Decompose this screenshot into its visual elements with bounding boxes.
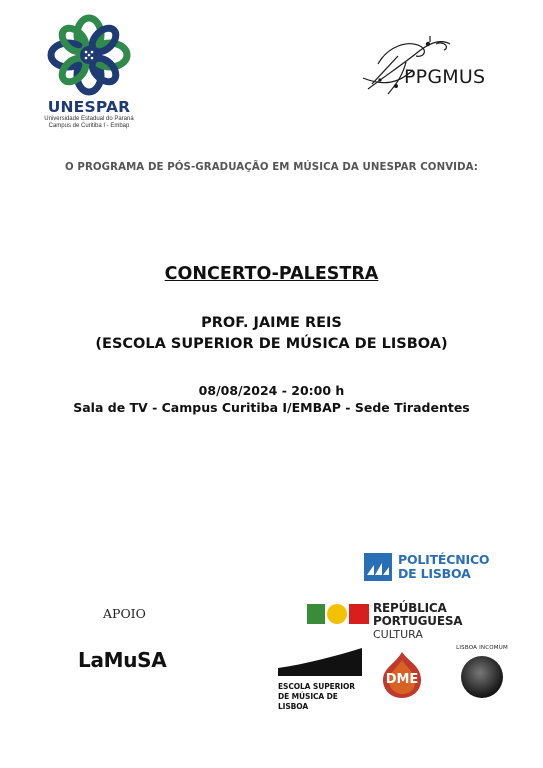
- dme-flame-icon: [377, 650, 427, 700]
- unespar-name: UNESPAR: [47, 98, 131, 116]
- event-title: CONCERTO-PALESTRA: [164, 264, 379, 284]
- invitation-text: O PROGRAMA DE PÓS-GRADUAÇÃO EM MÚSICA DA UNESPAR CONVIDA:: [65, 162, 478, 173]
- event-location: Sala de TV - Campus Curitiba I/EMBAP - Sede Tiradentes: [73, 400, 470, 415]
- dme-text: DME: [385, 672, 419, 687]
- unespar-logo: [34, 14, 144, 134]
- speaker-affiliation: (ESCOLA SUPERIOR DE MÚSICA DE LISBOA): [95, 336, 448, 352]
- politecnico-line2: DE LISBOA: [398, 566, 471, 581]
- event-datetime: 08/08/2024 - 20:00 h: [198, 383, 345, 398]
- apoio-label: APOIO: [103, 606, 146, 621]
- ppgmus-name: PPGMUS: [404, 66, 486, 88]
- politecnico-lisboa-logo: [364, 553, 499, 585]
- politecnico-line1: POLITÉCNICO: [398, 552, 490, 567]
- lamusa-logo: LaMuSA: [78, 648, 167, 672]
- event-details: [0, 382, 543, 416]
- speaker-block: [0, 313, 543, 355]
- lisboa-incomum-logo: [452, 645, 512, 705]
- speaker-name: PROF. JAIME REIS: [201, 315, 342, 331]
- unespar-subtitle-line2: Campus de Curitiba I - Embap: [48, 123, 130, 129]
- ppgmus-logo: [358, 34, 498, 100]
- unespar-subtitle-line1: Universidade Estadual do Paraná: [44, 116, 134, 122]
- unespar-emblem-icon: [47, 14, 131, 96]
- republica-colors-icon: [307, 602, 369, 626]
- lisboa-incomum-text: LISBOA INCOMUM: [456, 645, 508, 651]
- republica-line2: CULTURA: [373, 628, 423, 641]
- republica-portuguesa-logo: [307, 601, 532, 641]
- esml-logo: [276, 646, 366, 711]
- politecnico-mark-icon: [364, 553, 392, 581]
- esml-mark-icon: [276, 646, 366, 680]
- esml-line1: ESCOLA SUPERIOR: [278, 682, 355, 691]
- dme-logo: [377, 650, 427, 700]
- lisboa-incomum-disc-icon: [452, 654, 512, 702]
- esml-line2: DE MÚSICA DE LISBOA: [278, 692, 338, 711]
- republica-line1: REPÚBLICA PORTUGUESA: [373, 601, 463, 628]
